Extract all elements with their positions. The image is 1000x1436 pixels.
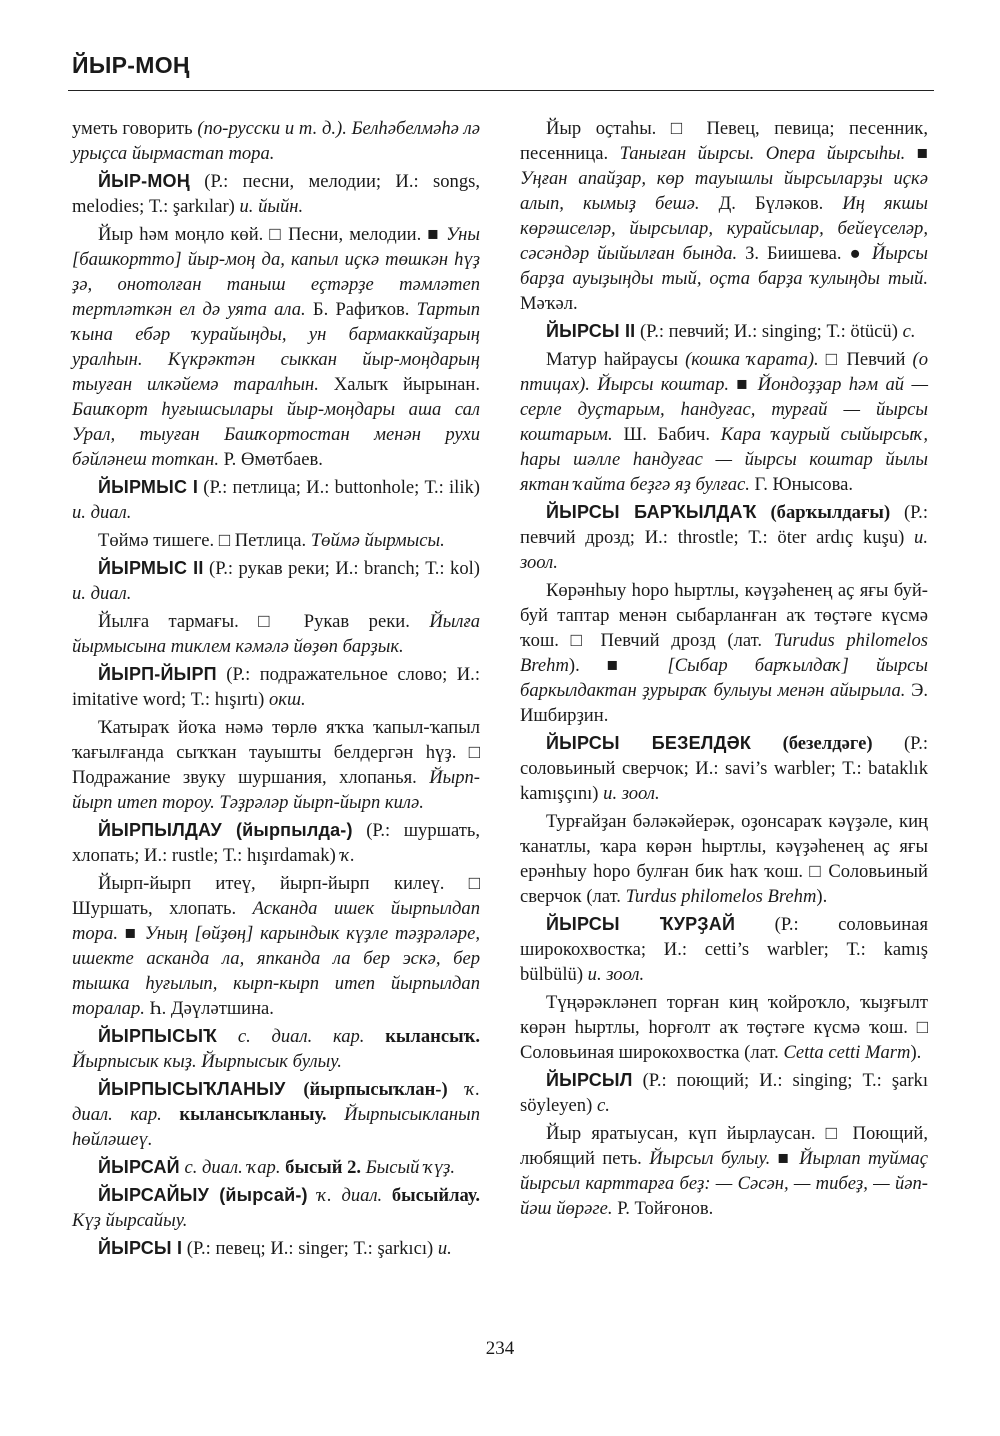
translations: (Р.: певец; И.: singer; Т.: şarkıcı): [182, 1238, 438, 1259]
definition: [72, 222, 480, 472]
text: Певчий дрозд (лат.: [600, 630, 774, 651]
square-marker-icon: □: [570, 630, 601, 651]
definition: [72, 528, 480, 553]
text: ).: [816, 886, 828, 907]
filled-square-marker-icon: ■: [777, 1148, 800, 1169]
example-text: Уны [башкортто] йыр-моң да, капыл иҫкә төшкән һүҙ ҙә, онотолған таныш еҫтәрҙе тәмләтеп тертләткән ел дә уята ала.: [72, 224, 480, 320]
square-marker-icon: □: [916, 1017, 928, 1038]
page-number: 234: [485, 1338, 515, 1359]
definition: [520, 578, 928, 728]
text: Йыр һәм моңло көй.: [98, 224, 270, 245]
grammar-label: с. диал. кар.: [237, 1026, 365, 1047]
entry-yyrsai: [72, 1155, 480, 1180]
cross-reference: бысыйлау.: [391, 1185, 480, 1206]
stem-form: (йырпысыҡлан-): [303, 1079, 448, 1100]
example-text: Йылға йырмысына тиклем кәмәлә йөҙөп барҙык.: [72, 611, 480, 657]
definition: [72, 715, 480, 815]
square-marker-icon: □: [670, 118, 707, 139]
headword: ЙЫРСАЙ: [98, 1157, 180, 1177]
space: [308, 1185, 318, 1206]
cross-reference: кылансыҡланыу.: [179, 1104, 327, 1125]
entry-yyrpysyk: [72, 1024, 480, 1074]
text: Турғайҙан бәләкәйерәк, оҙонсараҡ кәүҙәле, киң ҡанатлы, ҡара көрән һыртлы, кәүҙәһенең аҫ яғы ерәнһыу һоро булған бик һаҡ ҡош.: [520, 811, 928, 882]
text: Рукав реки.: [303, 611, 430, 632]
square-marker-icon: □: [825, 1123, 853, 1144]
headword: ЙЫРСЫ БЕЗЕЛДӘК: [546, 733, 752, 753]
example-text: Йырп-йырп итеп тороу. Тәҙрәләр йырп-йырп килә.: [72, 767, 480, 813]
filled-square-marker-icon: ■: [606, 655, 668, 676]
example-text: Кара ҡаурый сыйырсыҡ, һары шәлле һандуғас — йырсы коштар йылы яктан ҡайта беҙгә яҙ булғас.: [520, 424, 928, 495]
example-text: Йырпысык кыҙ. Йырпысык булыу.: [72, 1051, 342, 1072]
filled-square-marker-icon: ■: [736, 374, 758, 395]
space: [286, 1079, 304, 1100]
entry-yyrp-yyrp: [72, 662, 480, 712]
entry-yyrmys-2: [72, 556, 480, 606]
entry-yyrpyldau: [72, 818, 480, 868]
entry-yyrsyl: [520, 1068, 928, 1118]
definition: [520, 990, 928, 1065]
headword: ЙЫРСЫ I: [98, 1238, 183, 1258]
entry-yyrsy-2: [520, 319, 928, 344]
entry-yyrsy-barkyldak: [520, 500, 928, 575]
text: Түңәрәкләнеп торған киң ҡойроҡло, ҡыҙғылт көрән һыртлы, һорғолт аҡ төҫтәге күсмә ҡош.: [520, 992, 928, 1038]
grammar-label: и.: [437, 1238, 452, 1259]
example-text: Иң якшы көрәшселәр, йырсылар, курайсылар, бейеүселәр, сәсәндәр йыйылған бында.: [520, 193, 928, 264]
headword: ЙЫР-МОҢ: [98, 171, 190, 191]
text: Көрәнһыу һоро һыртлы, кәүҙәһенең аҫ яғы буй-буй таптар менән сыбарланған аҡ төҫтәге күсмә ҡош.: [520, 580, 928, 651]
space: [217, 1026, 238, 1047]
example-text: Башҡорт һуғышсылары йыр-моңдары аша сал Урал, тыуған Башҡортостан менән рухи бәйләнеш тоткан.: [72, 399, 480, 470]
space: [162, 1104, 180, 1125]
grammar-label: с.: [902, 321, 916, 342]
grammar-label: ҡ. диал. кар.: [72, 1079, 480, 1125]
usage-note: (кошка ҡарата).: [685, 349, 819, 370]
cross-reference: кыланcыҡ.: [385, 1026, 480, 1047]
cross-reference: бысый 2.: [285, 1157, 362, 1178]
translations: (Р.: певчий; И.: singing; Т.: ötücü): [635, 321, 903, 342]
translations: (Р.: певчий дрозд; И.: throstle; Т.: öter ardıç kuşu): [520, 502, 928, 548]
latin-name: Turdus philomelos Brehm: [625, 886, 817, 907]
filled-square-marker-icon: ■: [124, 923, 145, 944]
source: Б. Рафиҡов.: [305, 299, 417, 320]
source: Ш. Бабич.: [612, 424, 721, 445]
example-text: Йырсыл булыу.: [649, 1148, 778, 1169]
text: Петлица.: [234, 530, 311, 551]
square-marker-icon: □: [818, 349, 847, 370]
entry-yyrsaiyu: [72, 1183, 480, 1233]
entry-yyrsy-1: [72, 1236, 480, 1261]
translations: (Р.: рукав реки; И.: branch; Т.: kol): [203, 558, 480, 579]
definition: [520, 809, 928, 909]
translations: (Р.: петлица; И.: buttonhole; Т.: ilik): [198, 477, 480, 498]
entry-yyrsy-bezeldek: [520, 731, 928, 806]
space: [327, 1104, 345, 1125]
example-text: (по-русски и т. д.). Белһәбелмәһә лә урыҫса йырмастап тора.: [72, 118, 480, 164]
header-rule: [68, 90, 934, 91]
square-marker-icon: □: [468, 873, 480, 894]
example-text: Төймә йырмысы.: [310, 530, 445, 551]
text: Йылға тармағы.: [98, 611, 259, 632]
text: Йыр яратыусан, күп йырлаусан.: [546, 1123, 826, 1144]
definition: [72, 609, 480, 659]
square-marker-icon: □: [809, 861, 829, 882]
space: [448, 1079, 466, 1100]
source: Мәҡәл.: [520, 293, 578, 314]
headword: ЙЫРМЫС II: [98, 558, 204, 578]
headword: ЙЫРСАЙЫУ (йырсай-): [98, 1185, 308, 1205]
example-text: Йырлап туймаҫ йырсыл карттарға беҙ: — Сәсән, — тибеҙ, — йәп-йәш йөрәге.: [520, 1148, 928, 1219]
headword: ЙЫРСЫ БАРҠЫЛДАҠ: [546, 502, 757, 522]
source: Һ. Дәүләтшина.: [144, 998, 274, 1019]
grammar-label: и. йыйн.: [239, 196, 304, 217]
entry-yyrsy-kurzai: [520, 912, 928, 987]
right-column: [520, 116, 928, 1224]
example-text: Бысый ҡүҙ.: [365, 1157, 456, 1178]
headword: ЙЫРМЫС I: [98, 477, 199, 497]
bullet-icon: ●: [849, 243, 872, 264]
definition: [72, 871, 480, 1021]
grammar-label: с. диал. ҡар.: [184, 1157, 281, 1178]
space: [751, 733, 782, 754]
example-text: Йондоҙҙар һәм ай — серле дуҫтарым, һандуғас, турғай — йырсы коштарым.: [520, 374, 928, 445]
definition: [520, 347, 928, 497]
text: Йырп-йырп итеү, йырп-йырп килеү.: [98, 873, 469, 894]
grammar-label: ҡ. диал.: [317, 1185, 383, 1206]
source: Г. Юнысова.: [749, 474, 854, 495]
text: Песни, мелодии.: [288, 224, 428, 245]
square-marker-icon: □: [218, 530, 235, 551]
source: Халыҡ йырынан.: [318, 374, 480, 395]
entry-yyrmys-1: [72, 475, 480, 525]
proverb-text: Йырсы барҙа ауыҙыңды тый, оҫта барҙа ҡулыңды тый.: [520, 243, 928, 289]
latin-name: Turudus philomelos Brehm: [520, 630, 928, 676]
translations: (Р.: соловьиная широкохвостка; И.: cetti’s warbler; Т.: kamış bülbülü): [520, 914, 928, 985]
grammar-label: и. зоол.: [587, 964, 645, 985]
definition: [520, 116, 928, 316]
headword: ЙЫРП-ЙЫРП: [98, 664, 217, 684]
example-text: Йырпысыкланып һөйләшеү.: [72, 1104, 481, 1150]
text: Төймә тишеге.: [98, 530, 219, 551]
text: ).: [910, 1042, 922, 1063]
translations: (Р.: подражательное слово; И.: imitative word; Т.: hışırtı): [72, 664, 480, 710]
text: Йыр оҫтаһы.: [546, 118, 671, 139]
filled-square-marker-icon: ■: [427, 224, 447, 245]
source: Д. Бүләков.: [699, 193, 843, 214]
headword: ЙЫРСЫ ҠУРҘАЙ: [546, 914, 736, 934]
grammar-label: окш.: [268, 689, 306, 710]
source: Э. Ишбирҙин.: [520, 680, 928, 726]
text: Соловьиная широкохвостка (лат.: [520, 1042, 784, 1063]
grammar-label: и. диал.: [72, 583, 132, 604]
definition: [520, 1121, 928, 1221]
text: Поющий, любящий петь.: [520, 1123, 928, 1169]
text: Певчий: [846, 349, 913, 370]
source: З. Биишева.: [737, 243, 850, 264]
example-text: Уның [өйҙөң] карындык күҙле тәҙрәләре, ишекте асканда ла, япканда ла бер эскә, бер тышка һуғылып, кырп-кырп итеп йырпылдап торалар.: [72, 923, 480, 1019]
headword: ЙЫРПЫСЫҠЛАНЫУ: [98, 1079, 286, 1099]
translations: (Р.: соловьиный сверчок; И.: savi’s warbler; Т.: bataklık kamışçını): [520, 733, 929, 804]
grammar-label: и. зоол.: [520, 527, 928, 573]
text: Ҡатыраҡ йоҡа нәмә төрлө яҡҡа ҡапыл-ҡапыл ҡағылғанда сыҡҡан тауышты белдергән һүҙ.: [72, 717, 480, 763]
grammar-label: и. зоол.: [603, 783, 660, 804]
text: Подражание звуку шуршания, хлопанья.: [72, 767, 430, 788]
source: Р. Тойғонов.: [612, 1198, 714, 1219]
headword: ЙЫРСЫЛ: [546, 1070, 633, 1090]
stem-form: (безелдәге): [782, 733, 873, 754]
text: Шуршать, хлопать.: [72, 898, 253, 919]
filled-square-marker-icon: ■: [916, 143, 928, 164]
square-marker-icon: □: [468, 742, 480, 763]
square-marker-icon: □: [269, 224, 289, 245]
example-text: Асканда ишек йырпылдап тора.: [72, 898, 480, 944]
stem-form: (барҡылдағы): [770, 502, 891, 523]
space: [757, 502, 771, 523]
example-text: Тартып ҡына ебәр ҡурайыңды, ун бармаккайҙарың уралһын. Күкрәктән сыккан йыр-моңдарың тыуған илкәйемә таралһын.: [72, 299, 481, 395]
example-text: Йырсы коштар.: [597, 374, 737, 395]
running-head: ЙЫР-МОҢ: [72, 52, 190, 78]
source: Р. Өмөтбаев.: [218, 449, 323, 470]
grammar-label: ҡ.: [340, 845, 355, 866]
entry-yyr-mon: [72, 169, 480, 219]
translations: (Р.: шуршать, хлопать; И.: rustle; Т.: hışırdamak): [72, 820, 480, 866]
example-text: [Сыбар барҡылдаҡ] йырсы баркылдактан ҙурыраҡ булыуы менән айырыла.: [520, 655, 928, 701]
text: Певец, певица; песенник, песенница.: [520, 118, 928, 164]
text: Соловьиный сверчок (лат.: [520, 861, 928, 907]
latin-name: Cetta cetti Marm: [783, 1042, 911, 1063]
square-marker-icon: □: [258, 611, 304, 632]
text: ).: [568, 655, 607, 676]
grammar-label: и. диал.: [72, 502, 132, 523]
entry-continuation: [72, 116, 480, 166]
text: Матур һайраусы: [546, 349, 686, 370]
usage-note: (о птицах).: [520, 349, 929, 395]
space: [382, 1185, 392, 1206]
space: [364, 1026, 385, 1047]
grammar-label: с.: [596, 1095, 610, 1116]
headword: ЙЫРПЫСЫҠ: [98, 1026, 218, 1046]
example-text: Уңған апайҙар, көр тауышлы йырсыларҙы иҫкә алып, кымыҙ бешә.: [520, 168, 928, 214]
headword: ЙЫРСЫ II: [546, 321, 636, 341]
translations: (Р.: поющий; И.: singing; Т.: şarkı söyleyen): [520, 1070, 928, 1116]
translations: (Р.: песни, мелодии; И.: songs, melodies; Т.: şarkılar): [72, 171, 480, 217]
headword: ЙЫРПЫЛДАУ (йырпылда-): [98, 820, 353, 840]
entry-yyrpysyklanyu: [72, 1077, 480, 1152]
example-text: Таныған йырсы. Опера йырсыһы.: [619, 143, 917, 164]
left-column: [72, 116, 480, 1264]
text: уметь говорить: [72, 118, 198, 139]
example-text: Күҙ йырсайыу.: [72, 1210, 188, 1231]
